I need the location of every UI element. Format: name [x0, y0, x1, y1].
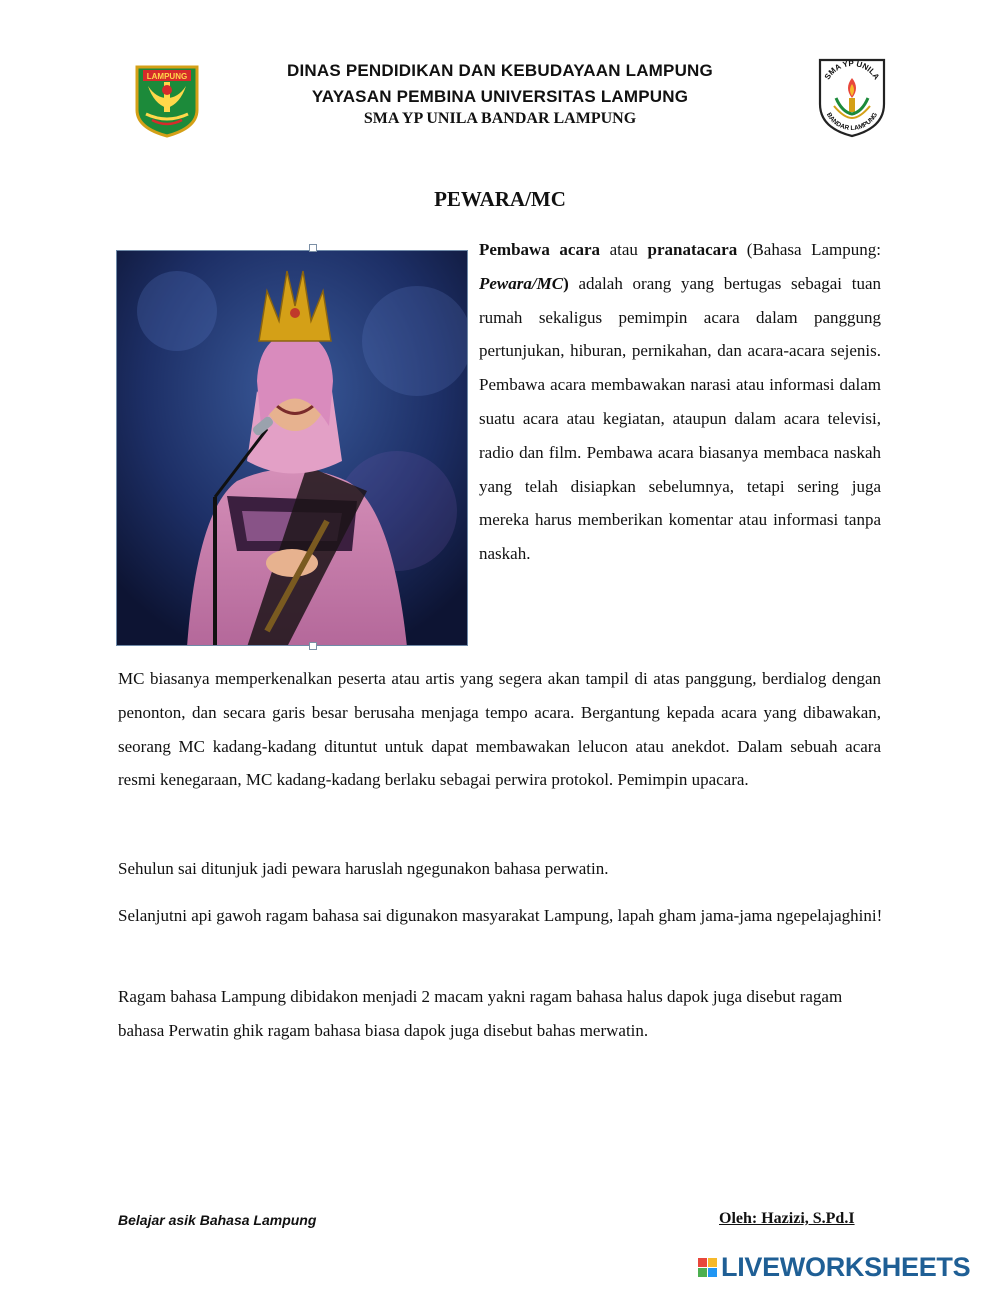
paragraph-ragam-bahasa: Ragam bahasa Lampung dibidakon menjadi 2 macam yakni ragam bahasa halus dapok juga disebut ragam bahasa Perwatin ghik ragam bahasa biasa dapok juga disebut bahas merwatin.	[118, 987, 843, 1040]
resize-handle-top[interactable]	[309, 244, 317, 252]
school-emblem	[814, 54, 890, 140]
right-logo-top-text: SMA YP UNILA	[822, 58, 882, 82]
term-pembawa-acara: Pembawa acara	[479, 240, 600, 259]
term-pranatacara: pranatacara	[647, 240, 738, 259]
intro-paragraph: Pembawa acara atau pranatacara (Bahasa Lampung: Pewara/MC) adalah orang yang bertugas sebagai tuan rumah sekaligus pemimpin acara dalam panggung pertunjukan, hiburan, pernikahan, dan acara-acara sejenis. Pembawa acara membawakan narasi atau informasi dalam suatu acara atau kegiatan, ataupun dalam acara televisi, radio dan film. Pembawa acara biasanya membaca naskah yang telah disiapkan sebelumnya, tetapi sering juga mereka harus memberikan komentar atau informasi tanpa naskah.	[479, 240, 881, 564]
resize-handle-bottom[interactable]	[309, 642, 317, 650]
header-agency-line: DINAS PENDIDIKAN DAN KEBUDAYAAN LAMPUNG	[287, 61, 713, 80]
footer-author: Oleh: Hazizi, S.Pd.I	[719, 1210, 855, 1227]
left-logo-label: LAMPUNG	[146, 72, 188, 81]
paragraph-selanjutni: Selanjutni api gawoh ragam bahasa sai digunakon masyarakat Lampung, lapah gham jama-jama ngepelajaghini!	[118, 906, 883, 925]
liveworksheets-logo[interactable]	[698, 1252, 970, 1283]
paragraph-mc-role: MC biasanya memperkenalkan peserta atau artis yang segera akan tampil di atas panggung, berdialog dengan penonton, dan secara garis besar berusaha menjaga tempo acara. Bergantung kepada acara yang dibawakan, seorang MC kadang-kadang dituntut untuk dapat membawakan lelucon atau anekdot. Dalam sebuah acara resmi kenegaraan, MC kadang-kadang berlaku sebagai perwira protokol. Pemimpin upacara.	[118, 669, 881, 790]
header-school-line: SMA YP UNILA BANDAR LAMPUNG	[363, 110, 637, 127]
right-logo-bottom-text: BANDAR LAMPUNG	[824, 111, 880, 133]
term-pewara-mc: Pewara/MC	[479, 273, 564, 293]
header-foundation-line: YAYASAN PEMBINA UNIVERSITAS LAMPUNG	[311, 87, 689, 106]
performer-photo	[116, 250, 468, 646]
footer-tagline: Belajar asik Bahasa Lampung	[118, 1212, 317, 1228]
liveworksheets-wordmark: LIVEWORKSHEETS	[721, 1252, 971, 1282]
liveworksheets-grid-icon	[698, 1258, 717, 1277]
page-title: PEWARA/MC	[434, 187, 566, 211]
paragraph-sehulun: Sehulun sai ditunjuk jadi pewara haruslah ngegunakon bahasa perwatin.	[118, 859, 609, 878]
